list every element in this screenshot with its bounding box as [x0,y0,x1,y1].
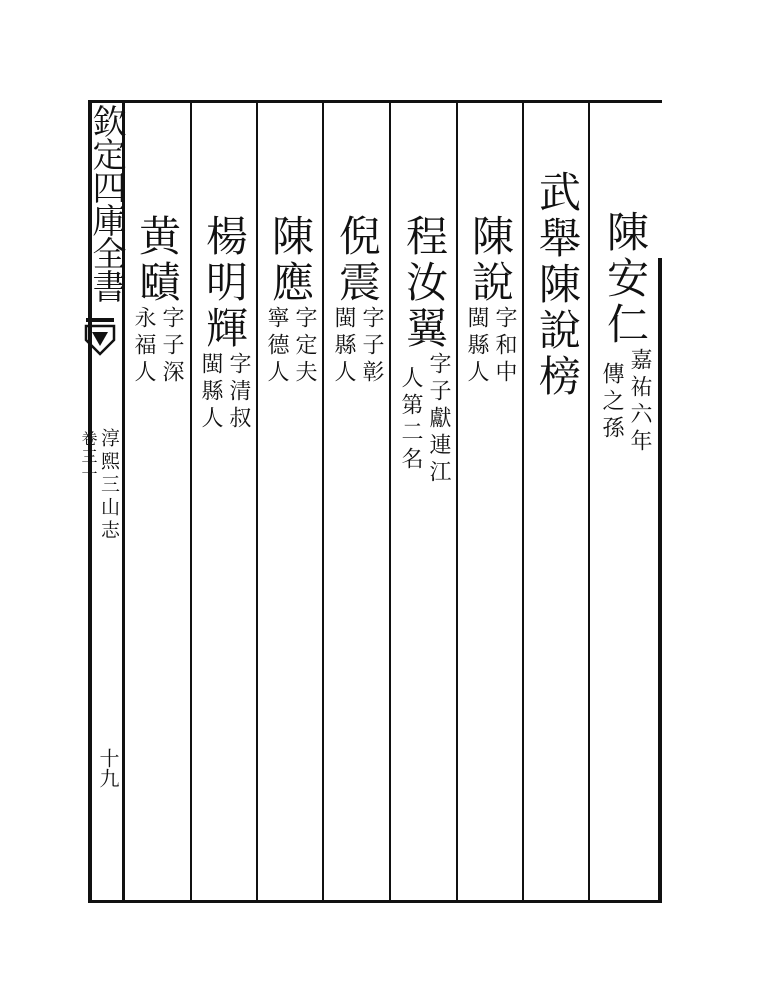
annotation-right: 字子彰 [359,306,384,387]
annotation-left: 閩縣人 [198,352,223,433]
annotation-right: 字定夫 [292,306,317,387]
annotation-left: 傳之孫 [599,361,624,443]
volume-title: 淳熙三山志 [98,428,120,543]
annotation-right: 字子獻連江 [426,352,451,487]
entry-column [594,210,656,456]
column-rule [322,100,324,903]
column-rule [190,100,192,903]
annotation-left: 閩縣人 [331,306,356,387]
person-name: 倪震 [333,214,382,306]
person-name: 黄賾 [133,214,182,306]
annotation [598,348,652,456]
annotation [197,352,251,433]
column-rule [256,100,258,903]
annotation [397,352,451,487]
section-heading: 武舉陳說榜 [533,170,582,400]
annotation-left: 寧德人 [264,306,289,387]
entry-column [260,214,320,387]
annotation-left: 人第二名 [398,365,423,474]
bottom-border [90,900,662,903]
annotation-right: 字清叔 [226,352,251,433]
right-border [658,258,662,903]
person-name: 程汝翼 [400,214,449,352]
annotation-left: 永福人 [131,306,156,387]
fish-tail-mark [80,318,120,358]
annotation-right: 字和中 [492,306,517,387]
page-number: 十九 [96,748,120,788]
column-rule [522,100,524,903]
section-heading-column [528,170,586,400]
juan-label: 卷三十 [79,430,98,484]
column-rule [456,100,458,903]
person-name: 陳安仁 [601,210,650,348]
entry-column [327,214,387,387]
annotation-right: 字子深 [159,306,184,387]
person-name: 楊明輝 [200,214,249,352]
person-name: 陳應 [266,214,315,306]
entry-column [194,214,254,433]
top-border [90,100,662,103]
entry-column [460,214,520,387]
person-name: 陳說 [466,214,515,306]
annotation-right: 嘉祐六年 [627,348,652,456]
annotation-left: 閩縣人 [464,306,489,387]
column-rule [588,100,590,903]
annotation [330,306,384,387]
book-title: 欽定四庫全書 [86,104,126,302]
column-rule [389,100,391,903]
entry-column [394,214,454,487]
annotation [463,306,517,387]
annotation [263,306,317,387]
annotation [130,306,184,387]
entry-column [127,214,187,387]
